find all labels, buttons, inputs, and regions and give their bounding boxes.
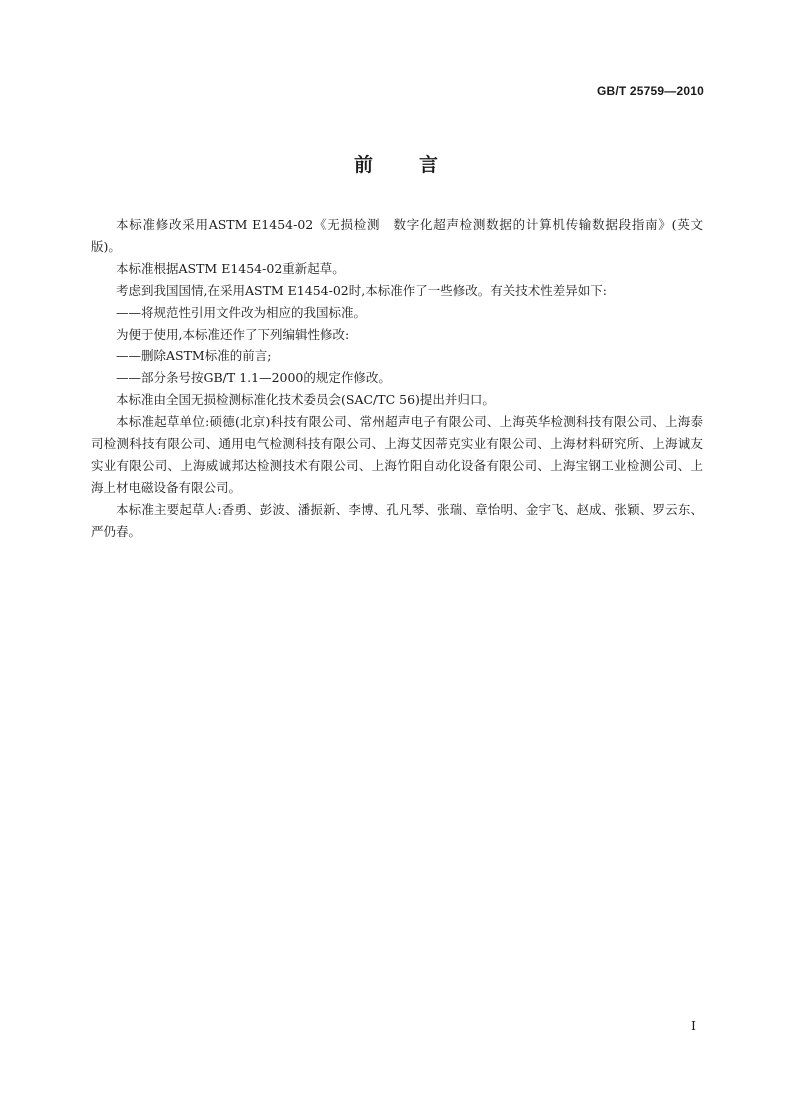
paragraph-adoption: 本标准修改采用ASTM E1454-02《无损检测 数字化超声检测数据的计算机传输数据段指南》(英文版)。 (91, 217, 703, 254)
page-number: I (691, 1018, 696, 1033)
paragraph-drafting-units: 本标准起草单位:硕德(北京)科技有限公司、常州超声电子有限公司、上海英华检测科技有限公司、上海泰司检测科技有限公司、通用电气检测科技有限公司、上海艾因蒂克实业有限公司、上海材料研究所、上海诚友实业有限公司、上海威诚邦达检测技术有限公司、上海竹阳自动化设备有限公司、上海宝钢工业检测公司、上海上材电磁设备有限公司。 (91, 414, 703, 495)
paragraph-proposed-by: 本标准由全国无损检测标准化技术委员会(SAC/TC 56)提出并归口。 (116, 392, 495, 408)
foreword-body (91, 214, 703, 543)
paragraph-drafters: 本标准主要起草人:香勇、彭波、潘振新、李博、孔凡琴、张瑞、章怡明、金宇飞、赵成、张颖、罗云东、严仍春。 (91, 501, 703, 539)
list-item-clause-numbers: ——部分条号按GB/T 1.1—2000的规定作修改。 (116, 370, 391, 386)
paragraph-technical-differences: 考虑到我国国情,在采用ASTM E1454-02时,本标准作了一些修改。有关技术性差异如下: (116, 282, 607, 298)
list-item-delete-preface: ——删除ASTM标准的前言; (116, 348, 272, 364)
paragraph-editorial-changes: 为便于使用,本标准还作了下列编辑性修改: (116, 326, 350, 342)
page-title: 前言 (353, 154, 484, 176)
paragraph-redrafted: 本标准根据ASTM E1454-02重新起草。 (116, 260, 345, 276)
list-item-normative-references: ——将规范性引用文件改为相应的我国标准。 (116, 304, 367, 320)
standard-code: GB/T 25759—2010 (596, 84, 704, 98)
